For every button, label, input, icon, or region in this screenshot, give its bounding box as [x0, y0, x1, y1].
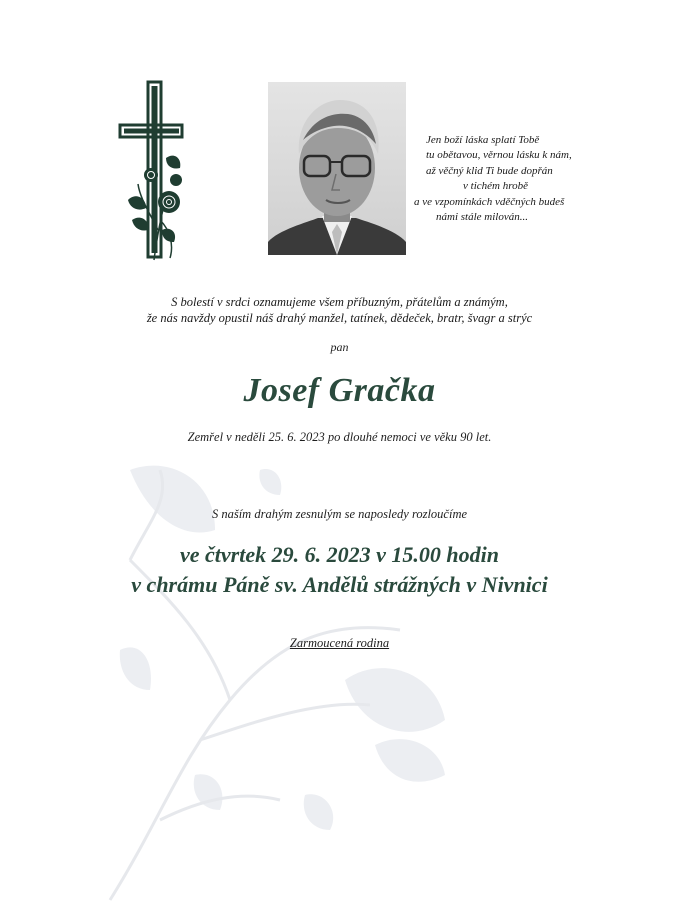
portrait-photo — [268, 82, 406, 255]
cross-with-roses-icon — [118, 80, 188, 265]
deceased-name: Josef Gračka — [243, 372, 436, 409]
poem-line: tu obětavou, věrnou lásku k nám, — [426, 149, 572, 162]
poem-line: a ve vzpomínkách vděčných budeš — [414, 195, 565, 208]
poem-line: v tichém hrobě — [463, 180, 528, 193]
farewell-text: S naším drahým zesnulým se naposledy rozloučíme — [211, 507, 468, 521]
announcement-text — [0, 294, 679, 326]
memorial-poem — [408, 133, 618, 225]
poem-line: námi stále milován... — [436, 211, 528, 224]
death-notice: Zemřel v neděli 25. 6. 2023 po dlouhé nemoci ve věku 90 let. — [187, 430, 492, 444]
ceremony-details — [0, 540, 679, 600]
poem-line: Jen boží láska splatí Tobě — [426, 134, 540, 146]
honorific: pan — [330, 340, 349, 354]
ceremony-location: v chrámu Páně sv. Andělů strážných v Nivnici — [131, 572, 548, 597]
signature: Zarmoucená rodina — [289, 636, 390, 650]
ceremony-date-time: ve čtvrtek 29. 6. 2023 v 15.00 hodin — [180, 542, 499, 567]
poem-line: až věčný klid Ti bude dopřán — [426, 164, 553, 177]
announcement-line: že nás navždy opustil náš drahý manžel, tatínek, dědeček, bratr, švagr a strýc — [146, 311, 533, 325]
announcement-line: S bolestí v srdci oznamujeme všem příbuzným, přátelům a známým, — [171, 295, 508, 309]
